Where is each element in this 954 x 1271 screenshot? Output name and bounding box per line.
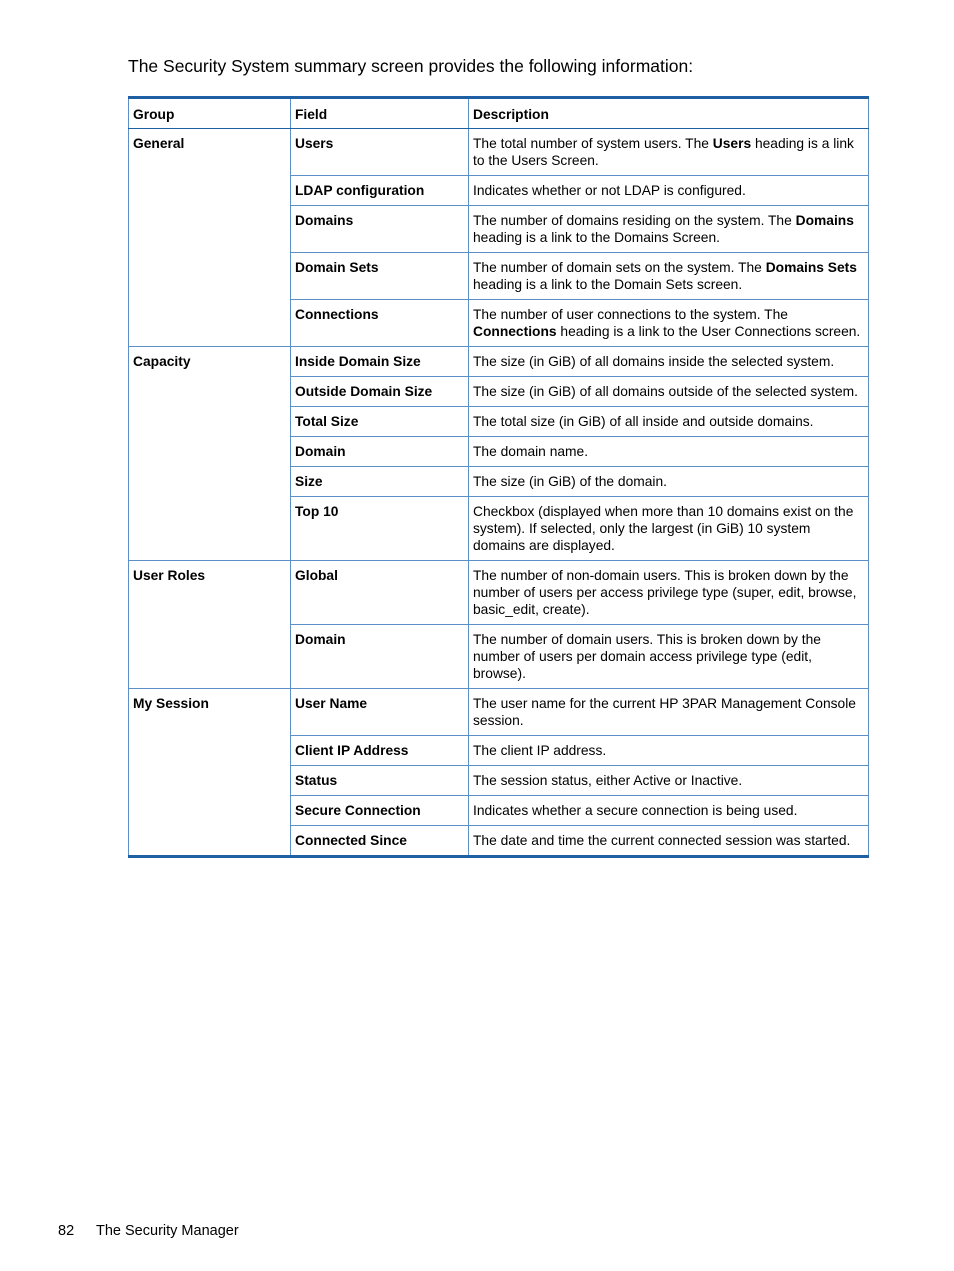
field-cell: Domain Sets [291, 253, 469, 300]
description-cell [469, 407, 869, 437]
description-text: The number of domain sets on the system. The [473, 260, 766, 275]
description-cell [469, 826, 869, 857]
description-cell [469, 437, 869, 467]
description-text: heading is a link to the Users Screen. [473, 136, 854, 168]
field-cell: Top 10 [291, 497, 469, 561]
description-text: The number of non-domain users. This is broken down by the number of users per access privilege type (super, edit, browse, basic_edit, create). [473, 568, 857, 617]
description-text: Checkbox (displayed when more than 10 domains exist on the system). If selected, only the largest (in GiB) 10 system domains are displayed. [473, 504, 854, 553]
description-text: The user name for the current HP 3PAR Management Console session. [473, 696, 856, 728]
description-text: The domain name. [473, 444, 589, 459]
description-text: The total number of system users. The [473, 136, 713, 151]
description-text: The size (in GiB) of all domains inside the selected system. [473, 354, 835, 369]
header-field: Field [291, 98, 469, 129]
table-header-row [129, 98, 869, 129]
security-summary-table [128, 96, 869, 858]
field-cell: User Name [291, 689, 469, 736]
description-bold-text: Domains Sets [765, 260, 857, 275]
description-text: The number of domains residing on the system. The [473, 213, 796, 228]
description-cell [469, 300, 869, 347]
description-text: Indicates whether or not LDAP is configured. [473, 183, 746, 198]
field-cell: Domain [291, 437, 469, 467]
table-row [129, 347, 869, 377]
group-cell: User Roles [129, 561, 291, 689]
description-cell [469, 736, 869, 766]
field-cell: Users [291, 129, 469, 176]
field-cell: Size [291, 467, 469, 497]
description-cell [469, 129, 869, 176]
field-cell: Status [291, 766, 469, 796]
description-text: The session status, either Active or Inactive. [473, 773, 743, 788]
table-row [129, 561, 869, 625]
field-cell: Global [291, 561, 469, 625]
description-text: Indicates whether a secure connection is being used. [473, 803, 798, 818]
description-text: The number of user connections to the system. The [473, 307, 788, 322]
field-cell: Connections [291, 300, 469, 347]
table-row [129, 689, 869, 736]
description-text: The size (in GiB) of all domains outside of the selected system. [473, 384, 858, 399]
group-cell: General [129, 129, 291, 347]
description-cell [469, 206, 869, 253]
field-cell: Inside Domain Size [291, 347, 469, 377]
field-cell: LDAP configuration [291, 176, 469, 206]
description-text: heading is a link to the Domain Sets screen. [473, 277, 743, 292]
description-cell [469, 689, 869, 736]
description-cell [469, 467, 869, 497]
description-cell [469, 347, 869, 377]
description-text: The date and time the current connected session was started. [473, 833, 851, 848]
field-cell: Total Size [291, 407, 469, 437]
description-cell [469, 561, 869, 625]
table-row [129, 129, 869, 176]
section-title: The Security Manager [96, 1223, 239, 1239]
header-group: Group [129, 98, 291, 129]
page-footer [58, 1222, 239, 1240]
intro-paragraph: The Security System summary screen provides the following information: [128, 56, 694, 76]
description-text: The total size (in GiB) of all inside and outside domains. [473, 414, 814, 429]
header-description: Description [469, 98, 869, 129]
group-cell: My Session [129, 689, 291, 857]
description-text: The number of domain users. This is broken down by the number of users per domain access privilege type (edit, browse). [473, 632, 821, 681]
description-cell [469, 377, 869, 407]
description-bold-text: Connections [473, 324, 557, 339]
description-cell [469, 766, 869, 796]
field-cell: Outside Domain Size [291, 377, 469, 407]
group-cell: Capacity [129, 347, 291, 561]
field-cell: Domains [291, 206, 469, 253]
description-text: heading is a link to the Domains Screen. [473, 230, 720, 245]
field-cell: Connected Since [291, 826, 469, 857]
description-text: The size (in GiB) of the domain. [473, 474, 668, 489]
description-bold-text: Users [712, 136, 752, 151]
page-number: 82 [58, 1223, 75, 1239]
description-text: The client IP address. [473, 743, 607, 758]
field-cell: Secure Connection [291, 796, 469, 826]
field-cell: Domain [291, 625, 469, 689]
description-cell [469, 625, 869, 689]
description-bold-text: Domains [795, 213, 854, 228]
description-cell [469, 796, 869, 826]
description-cell [469, 176, 869, 206]
description-cell [469, 253, 869, 300]
description-text: heading is a link to the User Connections screen. [556, 324, 861, 339]
field-cell: Client IP Address [291, 736, 469, 766]
table-body [129, 129, 869, 857]
description-cell [469, 497, 869, 561]
